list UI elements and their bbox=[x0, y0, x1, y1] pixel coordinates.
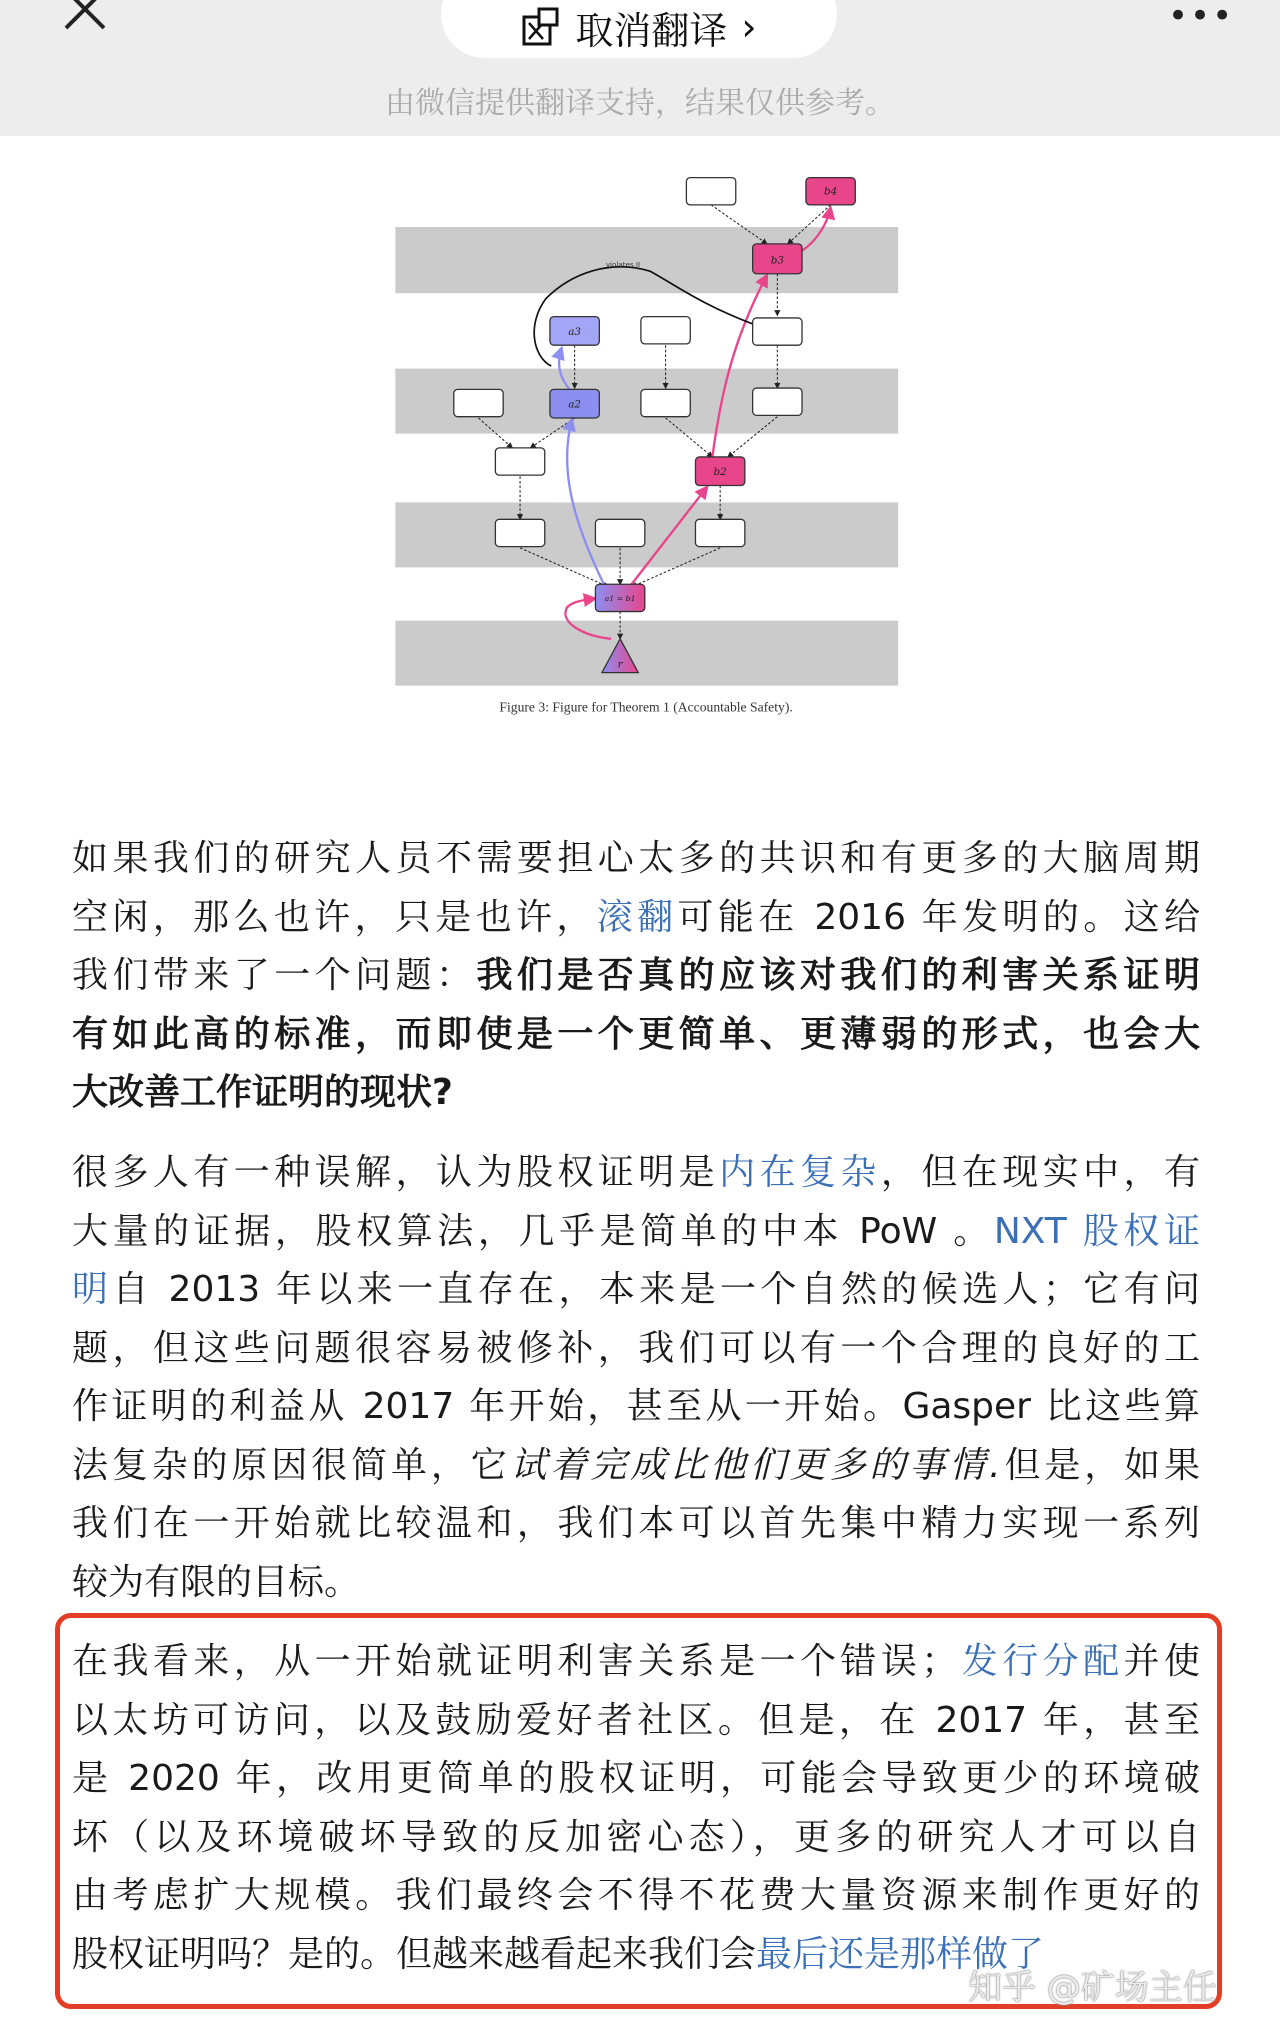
text-line bbox=[72, 1554, 1200, 1613]
inline-link[interactable]: 最后还是那样做了 bbox=[756, 1933, 1045, 1975]
paragraph-1 bbox=[72, 830, 1200, 1123]
close-icon[interactable] bbox=[62, 0, 108, 32]
watermark: 知乎 @矿场主任 bbox=[968, 1968, 1217, 2008]
text-line bbox=[72, 889, 1200, 948]
text-line bbox=[72, 830, 1200, 889]
node-root-label: r bbox=[617, 658, 623, 671]
text-span: 自 2013 年以来一直存在，本来是一个自然的候选人；它有问 bbox=[112, 1269, 1200, 1310]
text-span: 法复杂的原因很简单，它 bbox=[72, 1444, 511, 1486]
inline-link[interactable]: NXT 股权证 bbox=[993, 1210, 1200, 1252]
text-span: 如果我们的研究人员不需要担心太多的共识和有更多的大脑周期 bbox=[72, 838, 1200, 879]
inline-link[interactable]: 内在复杂 bbox=[719, 1152, 881, 1193]
translate-icon bbox=[521, 7, 561, 47]
cancel-translation-button[interactable] bbox=[441, 0, 837, 58]
text-span: 题，但这些问题很容易被修补，我们可以有一个合理的良好的工 bbox=[72, 1327, 1200, 1369]
text-span: 大量的证据，股权算法，几乎是简单的中本 PoW 。 bbox=[72, 1210, 994, 1252]
text-line bbox=[72, 1006, 1200, 1065]
violates-label: violates II bbox=[605, 260, 641, 270]
node-a1-b1-label: a1 = b1 bbox=[604, 594, 636, 604]
translation-notice: 由微信提供翻译支持，结果仅供参考。 bbox=[385, 86, 895, 121]
text-line bbox=[72, 1064, 1200, 1123]
node-b4-label: b4 bbox=[823, 185, 838, 198]
text-line bbox=[72, 947, 1200, 1006]
inline-link[interactable]: 滚翻 bbox=[596, 896, 678, 938]
text-span: 空闲，那么也许，只是也许， bbox=[72, 896, 597, 938]
text-line bbox=[72, 1144, 1200, 1203]
text-line bbox=[72, 1261, 1200, 1320]
node-b3-label: b3 bbox=[770, 254, 784, 267]
text-span: 可能在 2016 年发明的。这给 bbox=[677, 896, 1200, 938]
text-span: 试着完成比他们更多的事情. bbox=[510, 1444, 1001, 1486]
node-a2-label: a2 bbox=[568, 398, 582, 411]
translation-header bbox=[0, 0, 1280, 136]
figure-caption: Figure 3: Figure for Theorem 1 (Accountable Safety). bbox=[499, 699, 793, 715]
text-span: 由考虑扩大规模。我们最终会不得不花费大量资源来制作更好的 bbox=[72, 1875, 1200, 1916]
inline-link[interactable]: 明 bbox=[72, 1269, 113, 1310]
text-span: 并使 bbox=[1123, 1641, 1200, 1682]
text-span: 作证明的利益从 2017 年开始，甚至从一开始。Gasper 比这些算 bbox=[72, 1386, 1200, 1427]
inline-link[interactable]: 发行分配 bbox=[957, 1641, 1124, 1682]
cancel-translation-label: 取消翻译 bbox=[575, 8, 728, 53]
text-span: 股权证明吗？是的。但越来越看起来我们会 bbox=[72, 1933, 757, 1975]
text-span: 我们在一开始就比较温和，我们本可以首先集中精力实现一系列 bbox=[72, 1503, 1200, 1544]
text-span: 但是，如果 bbox=[1000, 1444, 1200, 1486]
node-b2-label: b2 bbox=[713, 466, 727, 479]
round-band bbox=[395, 227, 898, 293]
text-line bbox=[72, 1437, 1200, 1496]
highlight-box bbox=[55, 1613, 1222, 2009]
more-options-button[interactable]: ••• bbox=[1168, 0, 1235, 36]
node-a3-label: a3 bbox=[568, 325, 582, 338]
round-band bbox=[395, 621, 898, 686]
chevron-right-icon: › bbox=[741, 5, 757, 49]
text-span: ，但在现实中，有 bbox=[880, 1152, 1200, 1193]
text-line bbox=[72, 1320, 1200, 1379]
text-line bbox=[72, 1203, 1200, 1262]
text-span: 大改善工作证明的现状? bbox=[72, 1072, 453, 1113]
text-span: 有如此高的标准，而即使是一个更简单、更薄弱的形式，也会大 bbox=[72, 1013, 1200, 1055]
text-span: 很多人有一种误解，认为股权证明是 bbox=[72, 1152, 720, 1193]
text-span: 以太坊可访问，以及鼓励爱好者社区。但是，在 2017 年，甚至 bbox=[72, 1699, 1200, 1741]
text-span: 我们是否真的应该对我们的利害关系证明 bbox=[476, 955, 1200, 996]
round-band bbox=[395, 502, 898, 567]
figure-diagram bbox=[390, 162, 910, 722]
text-span: 我们带来了一个问题： bbox=[72, 955, 477, 996]
text-span: 较为有限的目标。 bbox=[72, 1561, 361, 1603]
text-span: 在我看来，从一开始就证明利害关系是一个错误； bbox=[72, 1641, 958, 1682]
text-span: 是 2020 年，改用更简单的股权证明，可能会导致更少的环境破 bbox=[72, 1758, 1200, 1799]
paragraph-2 bbox=[72, 1144, 1200, 1612]
text-line bbox=[72, 1378, 1200, 1437]
text-line bbox=[72, 1495, 1200, 1554]
text-span: 坏（以及环境破坏导致的反加密心态），更多的研究人才可以自 bbox=[72, 1816, 1200, 1858]
